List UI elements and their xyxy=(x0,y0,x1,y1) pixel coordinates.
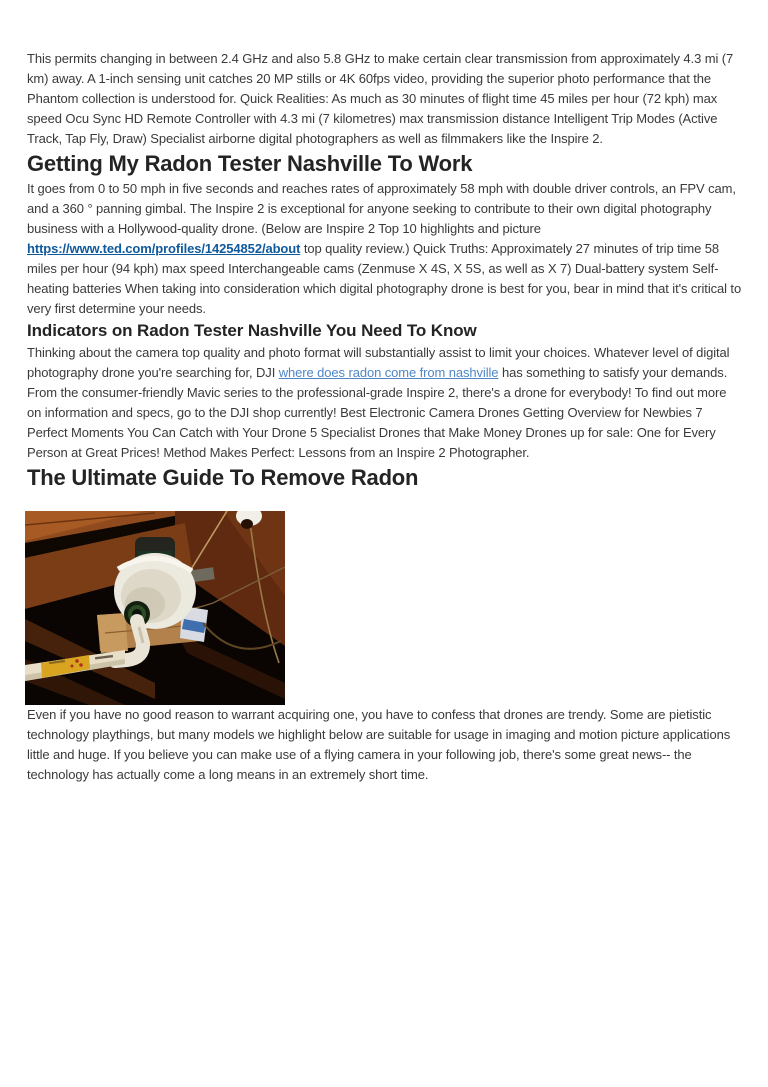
text-run: This permits changing in between 2.4 GHz and also 5.8 GHz to make certain clear transmission from approximately 4.3 mi (7 km) away. A 1-inch sensing unit catches 20 MP stills or 4K 60fps video, providing the superior photo performance that the Phantom collection is understood for. Quick Realities: As much as 30 minutes of flight time 45 miles per hour (72 kph) max speed Ocu Sync HD Remote Controller with 4.3 mi (7 kilometres) max transmission distance Intelligent Trip Modes (Active Track, Tap Fly, Draw) Specialist airborne digital photographers as well as filmmakers like the Inspire 2. xyxy=(27,51,734,146)
paragraph-inspire2-specs xyxy=(27,179,743,319)
attic-radon-fan-photo xyxy=(25,511,285,705)
heading-getting-my-radon-tester: Getting My Radon Tester Nashville To Work xyxy=(27,151,473,176)
paragraph-camera-quality xyxy=(27,343,743,463)
heading-ultimate-guide: The Ultimate Guide To Remove Radon xyxy=(27,465,419,490)
text-run: It goes from 0 to 50 mph in five seconds and reaches rates of approximately 58 mph with double driver controls, an FPV cam, and a 360 ° panning gimbal. The Inspire 2 is exceptional for anyone seeking to contribute to their own digital photography business with a Hollywood-quality drone. (Below are Inspire 2 Top 10 highlights and picture xyxy=(27,181,736,236)
text-run: Thinking about the camera top quality and photo format will substantially assist to limit your choices. Whatever level of digital photography drone you're searching for, DJI xyxy=(27,345,730,380)
attic-radon-fan-illustration xyxy=(25,511,285,705)
ted-profile-link[interactable]: https://www.ted.com/profiles/14254852/about xyxy=(27,241,301,256)
text-run: has something to satisfy your demands. From the consumer-friendly Mavic series to the professional-grade Inspire 2, there's a drone for everybody! To find out more on information and specs, go to the DJI shop currently! Best Electronic Camera Drones Getting Overview for Newbies 7 Perfect Moments You Can Catch with Your Drone 5 Specialist Drones that Make Money Drones up for sale: One for Every Person at Great Prices! Method Makes Perfect: Lessons from an Inspire 2 Photographer. xyxy=(27,365,728,460)
heading-indicators: Indicators on Radon Tester Nashville You Need To Know xyxy=(27,321,477,340)
text-run: top quality review.) Quick Truths: Approximately 27 minutes of trip time 58 miles per hour (94 kph) max speed Interchangeable cams (Zenmuse X 4S, X 5S, as well as X 7) Dual-battery system Self-heating batteries When taking into consideration which digital photography drone is best for you, bear in mind that it's critical to very first determine your needs. xyxy=(27,241,742,316)
text-run: Even if you have no good reason to warrant acquiring one, you have to confess that drones are trendy. Some are pietistic technology playthings, but many models we highlight below are suitable for usage in imaging and motion picture applications little and huge. If you believe you can make use of a flying camera in your following job, there's some great news-- the technology has actually come a long means in an extremely short time. xyxy=(27,707,731,782)
paragraph-drones-trendy xyxy=(27,705,743,785)
radon-source-link[interactable]: where does radon come from nashville xyxy=(278,365,499,380)
paragraph-transmission-specs xyxy=(27,49,743,149)
